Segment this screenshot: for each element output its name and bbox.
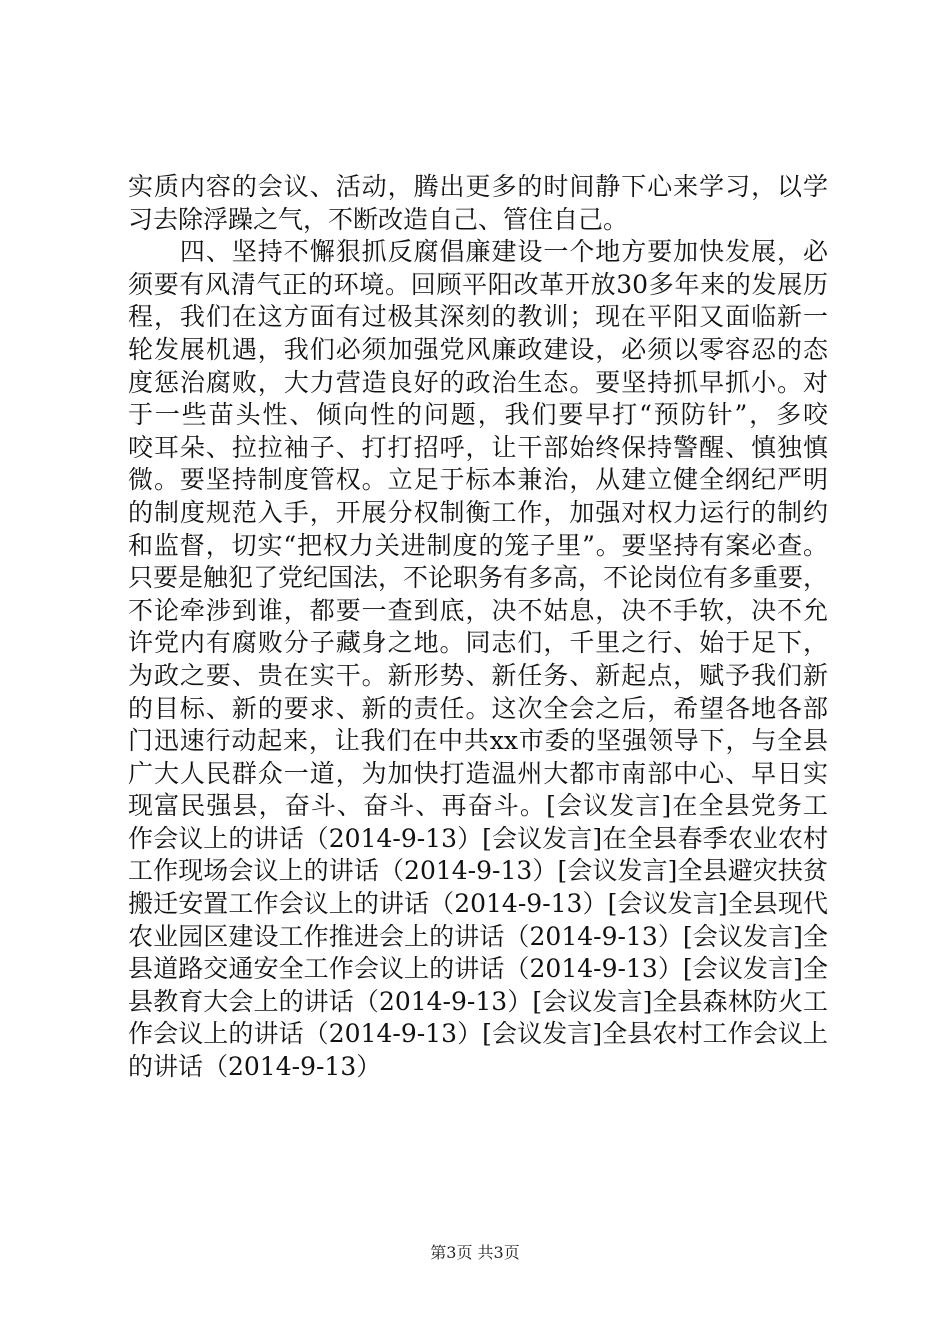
- text-line: 实质内容的会议、活动，腾出更多的时间静下心来学习，以学: [128, 172, 828, 201]
- text-line: 四、坚持不懈狠抓反腐倡廉建设一个地方要加快发展，必: [128, 237, 828, 267]
- text-line: 的目标、新的要求、新的责任。这次全会之后，希望各地各部: [128, 693, 828, 723]
- text-line: 工作现场会议上的讲话（2014-9-13）[会议发言]全县避灾扶贫: [128, 856, 828, 886]
- text-line: 须要有风清气正的环境。回顾平阳改革开放30多年来的发展历: [128, 269, 828, 299]
- text-line: 广大人民群众一道，为加快打造温州大都市南部中心、早日实: [128, 758, 828, 788]
- text-line: 许党内有腐败分子藏身之地。同志们，千里之行、始于足下，: [128, 628, 828, 658]
- text-line: 的讲话（2014-9-13）: [128, 1052, 382, 1082]
- page-number-label: 第3页 共3页: [430, 1243, 520, 1262]
- text-line: 咬耳朵、拉拉袖子、打打招呼，让干部始终保持警醒、慎独慎: [128, 432, 828, 462]
- text-line: 微。要坚持制度管权。立足于标本兼治，从建立健全纲纪严明: [128, 465, 828, 495]
- text-line: 现富民强县，奋斗、奋斗、再奋斗。[会议发言]在全县党务工: [128, 791, 828, 821]
- text-line: 搬迁安置工作会议上的讲话（2014-9-13）[会议发言]全县现代: [128, 889, 828, 919]
- text-line: 程，我们在这方面有过极其深刻的教训；现在平阳又面临新一: [128, 302, 828, 332]
- text-line: 不论牵涉到谁，都要一查到底，决不姑息，决不手软，决不允: [128, 595, 828, 625]
- body-text: [128, 171, 828, 1084]
- text-line: 的制度规范入手，开展分权制衡工作，加强对权力运行的制约: [128, 497, 828, 527]
- text-line: 门迅速行动起来，让我们在中共xx市委的坚强领导下，与全县: [128, 726, 828, 756]
- text-line: 只要是触犯了党纪国法，不论职务有多高，不论岗位有多重要，: [128, 563, 829, 593]
- text-line: 习去除浮躁之气，不断改造自己、管住自己。: [128, 204, 629, 234]
- text-line: 和监督，切实“把权力关进制度的笼子里”。要坚持有案必查。: [128, 530, 828, 560]
- text-line: 度惩治腐败，大力营造良好的政治生态。要坚持抓早抓小。对: [128, 367, 828, 397]
- text-line: 作会议上的讲话（2014-9-13）[会议发言]在全县春季农业农村: [128, 823, 828, 853]
- text-line: 为政之要、贵在实干。新形势、新任务、新起点，赋予我们新: [128, 660, 828, 690]
- page-footer: [0, 1243, 950, 1263]
- text-line: 农业园区建设工作推进会上的讲话（2014-9-13）[会议发言]全: [128, 921, 828, 951]
- text-line: 县教育大会上的讲话（2014-9-13）[会议发言]全县森林防火工: [128, 986, 828, 1016]
- text-line: 于一些苗头性、倾向性的问题，我们要早打“预防针”，多咬: [128, 400, 828, 430]
- text-line: 县道路交通安全工作会议上的讲话（2014-9-13）[会议发言]全: [128, 954, 828, 984]
- text-line: 轮发展机遇，我们必须加强党风廉政建设，必须以零容忍的态: [128, 334, 828, 364]
- text-line: 作会议上的讲话（2014-9-13）[会议发言]全县农村工作会议上: [128, 1019, 828, 1049]
